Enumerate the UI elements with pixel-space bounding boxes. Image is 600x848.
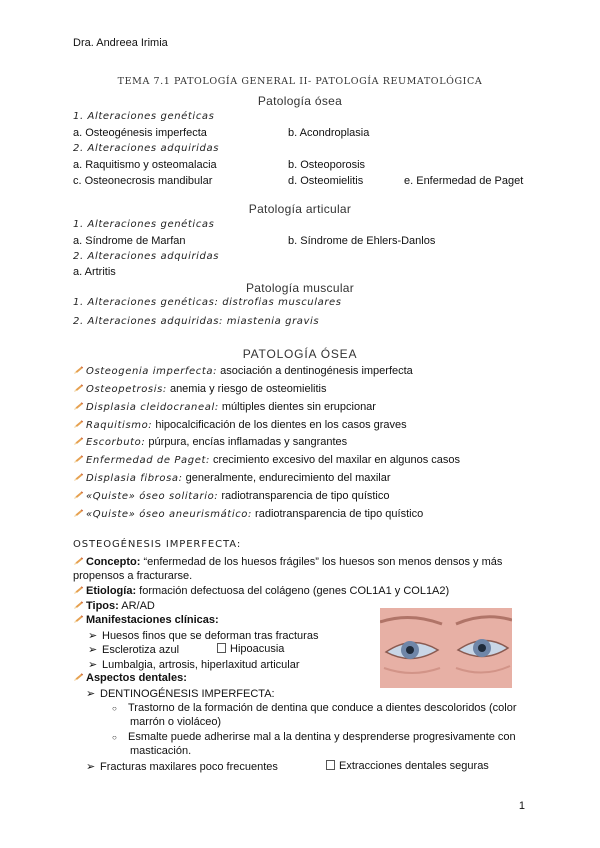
list-item-desc: hipocalcificación de los dientes en los casos graves <box>152 419 407 431</box>
oi-manif-2b-wrap <box>217 643 284 655</box>
arrow-bullet-icon: ➢ <box>88 644 98 656</box>
pencil-icon <box>73 454 84 464</box>
circle-bullet-icon: ○ <box>112 733 117 742</box>
arrow-bullet-icon: ➢ <box>86 688 96 700</box>
list-item-term: Displasia fibrosa: <box>86 473 183 484</box>
pencil-icon <box>73 419 84 429</box>
arrow-bullet-icon: ➢ <box>88 630 98 642</box>
oi-dental-c1-l2: marrón o violáceo) <box>130 716 222 728</box>
oi-concepto-text: “enfermedad de los huesos frágiles” los huesos son menos densos y más <box>140 556 503 568</box>
muscular-genetic-prefix: 1. Alteraciones genéticas: <box>73 297 219 308</box>
muscular-acquired-value: miastenia gravis <box>223 316 320 327</box>
pencil-icon <box>73 585 84 595</box>
muscular-genetic-line <box>73 297 342 308</box>
pencil-icon <box>73 436 84 446</box>
oi-concepto <box>73 556 502 568</box>
oi-dental-c2 <box>112 731 516 743</box>
eyes-illustration <box>380 608 512 688</box>
oi-manif-3: Lumbalgia, artrosis, hiperlaxitud articular <box>102 659 300 671</box>
list-item-term: «Quiste» óseo aneurismático: <box>86 509 252 520</box>
list-item-desc: anemia y riesgo de osteomielitis <box>166 383 327 395</box>
pencil-icon <box>73 508 84 518</box>
list-item-desc: generalmente, endurecimiento del maxilar <box>182 472 391 484</box>
pencil-icon <box>73 472 84 482</box>
pencil-icon <box>73 600 84 610</box>
osea-acquired-label: 2. Alteraciones adquiridas <box>73 143 220 154</box>
oi-concepto-text2: propensos a fracturarse. <box>73 570 193 582</box>
arrow-bullet-icon: ➢ <box>86 761 96 773</box>
oi-dental-last-a: Fracturas maxilares poco frecuentes <box>100 761 278 773</box>
checkbox-icon <box>326 760 335 770</box>
list-item <box>73 508 423 520</box>
oi-dental-last <box>86 760 278 773</box>
list-item <box>73 401 376 413</box>
page-number: 1 <box>518 800 525 812</box>
osea-acquired-d: d. Osteomielitis <box>288 175 364 187</box>
list-item <box>73 472 391 484</box>
articular-acquired-label: 2. Alteraciones adquiridas <box>73 251 220 262</box>
section-title-osea: Patología ósea <box>257 94 343 108</box>
oi-manif-item <box>88 643 179 656</box>
list-item-term: Osteogenia imperfecta: <box>86 366 218 377</box>
oi-tipos-label: Tipos: <box>86 600 119 612</box>
oi-dental-c1-l1: Trastorno de la formación de dentina que conduce a dientes descoloridos (color <box>128 702 517 714</box>
checkbox-icon <box>217 643 226 653</box>
list-item <box>73 383 326 395</box>
list-item-term: Osteopetrosis: <box>86 384 167 395</box>
section-title-patologia-osea: PATOLOGÍA ÓSEA <box>242 347 358 361</box>
oi-manif-2a: Esclerotiza azul <box>102 644 180 656</box>
oi-dental-sub: DENTINOGÉNESIS IMPERFECTA: <box>100 688 275 700</box>
list-item <box>73 454 460 466</box>
oi-etiologia <box>73 585 449 597</box>
section-title-muscular: Patología muscular <box>245 281 355 295</box>
list-item <box>73 365 413 377</box>
list-item-desc: múltiples dientes sin erupcionar <box>218 401 376 413</box>
osea-acquired-b: b. Osteoporosis <box>288 159 366 171</box>
topic-title: TEMA 7.1 PATOLOGÍA GENERAL II- PATOLOGÍA REUMATOLÓGICA <box>117 76 483 87</box>
oi-etiologia-label: Etiología: <box>86 585 137 597</box>
list-item <box>73 436 347 448</box>
oi-tipos <box>73 600 155 612</box>
osea-acquired-c: c. Osteonecrosis mandibular <box>73 175 213 187</box>
articular-acquired-a: a. Artritis <box>73 266 116 278</box>
oi-dental-c2-l2: masticación. <box>130 745 192 757</box>
oi-concepto-label: Concepto: <box>86 556 141 568</box>
oi-dental-label: Aspectos dentales: <box>86 672 187 684</box>
list-item-desc: asociación a dentinogénesis imperfecta <box>217 365 413 377</box>
list-item <box>73 419 407 431</box>
arrow-bullet-icon: ➢ <box>88 659 98 671</box>
list-item-term: Displasia cleidocraneal: <box>86 402 219 413</box>
list-item-desc: crecimiento excesivo del maxilar en algunos casos <box>209 454 461 466</box>
oi-manif <box>73 614 219 626</box>
list-item-desc: púrpura, encías inflamadas y sangrantes <box>145 436 348 448</box>
oi-dental <box>73 672 187 684</box>
oi-manif-item <box>88 629 318 642</box>
oi-manif-label: Manifestaciones clínicas: <box>86 614 219 626</box>
muscular-genetic-value: distrofias musculares <box>218 297 342 308</box>
list-item <box>73 490 390 502</box>
muscular-acquired-line <box>73 316 319 327</box>
oi-dental-last-b-wrap <box>326 760 489 772</box>
articular-genetic-label: 1. Alteraciones genéticas <box>73 219 215 230</box>
oi-manif-item <box>88 658 299 671</box>
oi-manif-1: Huesos finos que se deforman tras fracturas <box>102 630 319 642</box>
list-item-desc: radiotransparencia de tipo quístico <box>251 508 424 520</box>
list-item-desc: radiotransparencia de tipo quístico <box>218 490 390 502</box>
oi-etiologia-text: formación defectuosa del colágeno (genes COL1A1 y COL1A2) <box>136 585 450 597</box>
osea-acquired-e: e. Enfermedad de Paget <box>404 175 524 187</box>
articular-genetic-a: a. Síndrome de Marfan <box>73 235 186 247</box>
circle-bullet-icon: ○ <box>112 704 117 713</box>
pencil-icon <box>73 614 84 624</box>
list-item-term: «Quiste» óseo solitario: <box>86 491 219 502</box>
osea-genetic-a: a. Osteogénesis imperfecta <box>73 127 207 139</box>
author-header: Dra. Andreea Irimia <box>73 37 168 49</box>
pencil-icon <box>73 383 84 393</box>
list-item-term: Enfermedad de Paget: <box>86 455 210 466</box>
oi-manif-2b: Hipoacusia <box>230 643 285 655</box>
pencil-icon <box>73 672 84 682</box>
muscular-acquired-prefix: 2. Alteraciones adquiridas: <box>73 316 224 327</box>
oi-tipos-text: AR/AD <box>118 600 155 612</box>
oi-dental-sub-wrap <box>86 687 275 700</box>
oi-dental-c1 <box>112 702 517 714</box>
list-item-term: Raquitismo: <box>86 420 153 431</box>
pencil-icon <box>73 365 84 375</box>
osea-genetic-label: 1. Alteraciones genéticas <box>73 111 215 122</box>
oi-title: OSTEOGÉNESIS IMPERFECTA: <box>73 539 242 550</box>
list-item-term: Escorbuto: <box>86 437 146 448</box>
osea-acquired-a: a. Raquitismo y osteomalacia <box>73 159 217 171</box>
pencil-icon <box>73 556 84 566</box>
pencil-icon <box>73 401 84 411</box>
blue-sclera-photo <box>380 608 512 688</box>
osea-genetic-b: b. Acondroplasia <box>288 127 370 139</box>
oi-dental-c2-l1: Esmalte puede adherirse mal a la dentina y desprenderse progresivamente con <box>128 731 516 743</box>
articular-genetic-b: b. Síndrome de Ehlers-Danlos <box>288 235 436 247</box>
oi-dental-last-b: Extracciones dentales seguras <box>339 760 489 772</box>
section-title-articular: Patología articular <box>248 202 352 216</box>
pencil-icon <box>73 490 84 500</box>
